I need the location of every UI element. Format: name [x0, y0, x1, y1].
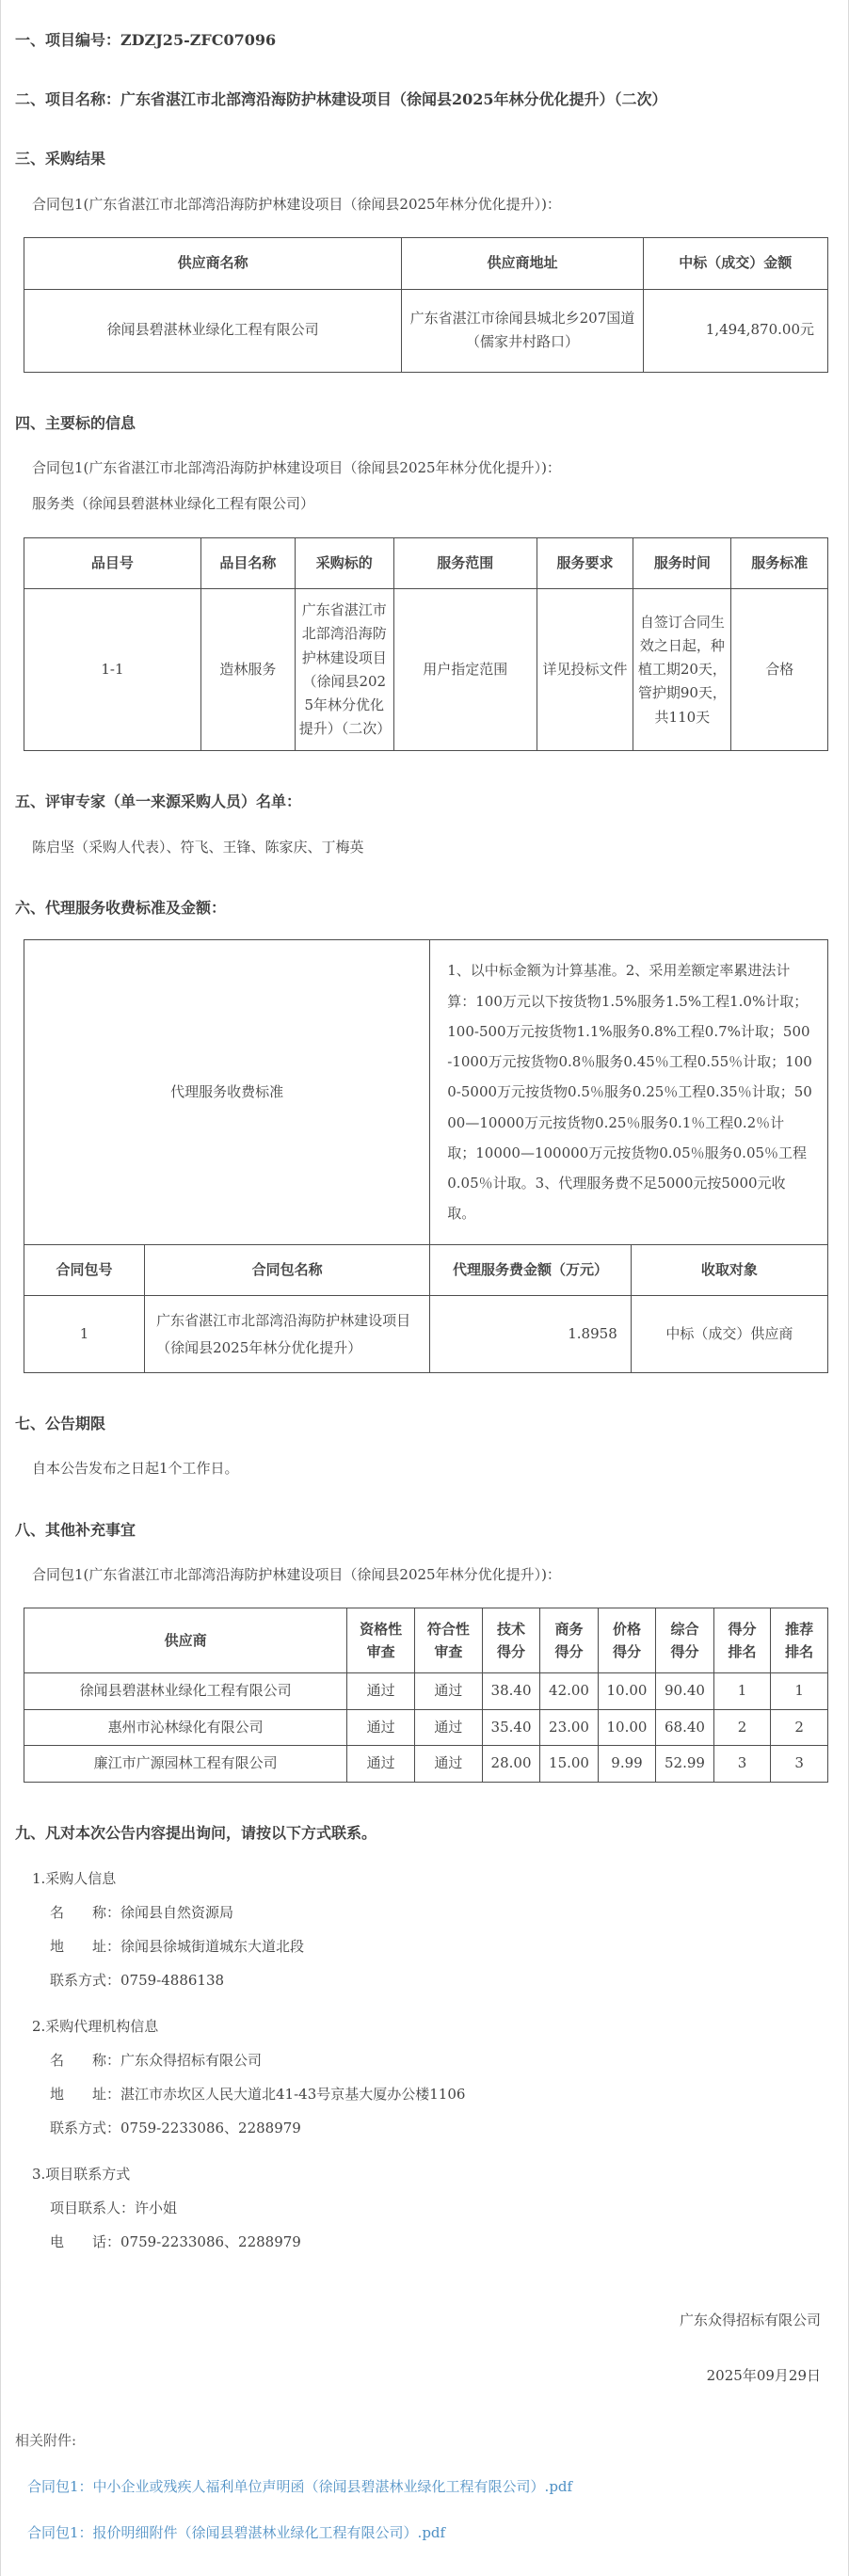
header-supplier-name: 供应商名称 — [24, 238, 402, 290]
agency-address: 地 址：湛江市赤坎区人民大道北41-43号京基大厦办公楼1106 — [50, 2086, 466, 2104]
header-procurement-subject: 采购标的 — [295, 537, 393, 589]
cell-fee-amount: 1.8958 — [430, 1296, 632, 1373]
cell-item-name: 造林服务 — [200, 589, 295, 751]
project-contact-heading: 3.项目联系方式 — [32, 2166, 131, 2184]
cell-qualification: 通过 — [347, 1673, 415, 1710]
table-row — [24, 289, 828, 372]
cell-score-rank: 1 — [713, 1673, 771, 1710]
cell-conformity: 通过 — [415, 1746, 483, 1783]
header-item-no: 品目号 — [24, 537, 201, 589]
table-row — [24, 1296, 828, 1373]
table-row — [24, 1709, 828, 1746]
table-header-row — [24, 1608, 828, 1673]
section3-procurement-result-heading: 三、采购结果 — [15, 150, 106, 168]
cell-fee-standard-label: 代理服务收费标准 — [24, 940, 430, 1244]
section4-category-line: 服务类（徐闻县碧湛林业绿化工程有限公司） — [32, 495, 315, 513]
header-item-name: 品目名称 — [200, 537, 295, 589]
cell-business-score: 15.00 — [540, 1746, 598, 1783]
cell-item-no: 1-1 — [24, 589, 201, 751]
cell-business-score: 42.00 — [540, 1673, 598, 1710]
project-contact-phone: 电 话：0759-2233086、2288979 — [50, 2233, 301, 2251]
section9-contact-heading: 九、凡对本次公告内容提出询问，请按以下方式联系。 — [15, 1823, 377, 1842]
cell-supplier-address: 广东省湛江市徐闻县城北乡207国道（儒家井村路口） — [402, 289, 643, 372]
attachments-label: 相关附件: — [15, 2432, 77, 2450]
cell-recommend-rank: 2 — [771, 1709, 828, 1746]
purchaser-name: 名 称：徐闻县自然资源局 — [50, 1904, 234, 1922]
cell-service-scope: 用户指定范围 — [393, 589, 537, 751]
header-conformity-review: 符合性 审查 — [415, 1608, 483, 1673]
cell-score-rank: 3 — [713, 1746, 771, 1783]
section3-package-line: 合同包1(广东省湛江市北部湾沿海防护林建设项目（徐闻县2025年林分优化提升）)： — [32, 195, 561, 213]
cell-package-name: 广东省湛江市北部湾沿海防护林建设项目（徐闻县2025年林分优化提升） — [145, 1296, 430, 1373]
section4-package-line: 合同包1(广东省湛江市北部湾沿海防护林建设项目（徐闻县2025年林分优化提升）)： — [32, 458, 561, 476]
header-total-score: 综合 得分 — [656, 1608, 713, 1673]
attachments-section — [15, 2430, 826, 2542]
cell-conformity: 通过 — [415, 1673, 483, 1710]
cell-supplier: 廉江市广源园林工程有限公司 — [24, 1746, 347, 1783]
cell-service-requirement: 详见投标文件 — [537, 589, 633, 751]
section5-experts-heading: 五、评审专家（单一来源采购人员）名单： — [15, 792, 302, 811]
cell-qualification: 通过 — [347, 1709, 415, 1746]
purchaser-address: 地 址：徐闻县徐城街道城东大道北段 — [50, 1938, 305, 1956]
header-fee-amount: 代理服务费金额（万元） — [430, 1244, 632, 1296]
cell-technical-score: 28.00 — [482, 1746, 539, 1783]
cell-package-no: 1 — [24, 1296, 145, 1373]
header-business-score: 商务 得分 — [540, 1608, 598, 1673]
cell-technical-score: 35.40 — [482, 1709, 539, 1746]
section8-supplement-heading: 八、其他补充事宜 — [15, 1520, 136, 1539]
cell-qualification: 通过 — [347, 1746, 415, 1783]
table-row — [24, 1673, 828, 1710]
header-service-standard: 服务标准 — [731, 537, 828, 589]
cell-fee-standard-text: 1、以中标金额为计算基准。2、采用差额定率累进法计算：100万元以下按货物1.5%服务1.5%工程1.0%计取；100-500万元按货物1.1%服务0.8%工程0.7%计取；500-1000万元按货物0.8％服务0.45％工程0.55％计取；1000-5000万元按货物0.5％服务0.25％工程0.35％计取；5000—10000万元按货物0.25％服务0.1％工程0.2％计取；10000—100000万元按货物0.05％服务0.05％工程0.05％计取。3、代理服务费不足5000元按5000元收取。 — [430, 940, 828, 1244]
section6-agency-fee-heading: 六、代理服务收费标准及金额： — [15, 899, 227, 918]
header-service-requirement: 服务要求 — [537, 537, 633, 589]
cell-service-standard: 合格 — [731, 589, 828, 751]
section7-announcement-period-heading: 七、公告期限 — [15, 1415, 106, 1432]
cell-supplier: 惠州市沁林绿化有限公司 — [24, 1709, 347, 1746]
table-header-row — [24, 537, 828, 589]
fee-standard-row — [24, 940, 828, 1244]
cell-award-amount: 1,494,870.00元 — [643, 289, 827, 372]
cell-business-score: 23.00 — [540, 1709, 598, 1746]
agency-contact: 联系方式：0759-2233086、2288979 — [50, 2120, 301, 2137]
procurement-result-table — [24, 237, 828, 373]
attachment-link-declaration-pdf[interactable]: 合同包1：中小企业或残疾人福利单位声明函（徐闻县碧湛林业绿化工程有限公司）.pdf — [27, 2478, 573, 2496]
agency-name: 名 称：广东众得招标有限公司 — [50, 2052, 263, 2070]
cell-service-time: 自签订合同生效之日起，种植工期20天，管护期90天，共110天 — [633, 589, 731, 751]
cell-recommend-rank: 3 — [771, 1746, 828, 1783]
cell-fee-payer: 中标（成交）供应商 — [631, 1296, 827, 1373]
cell-technical-score: 38.40 — [482, 1673, 539, 1710]
section1-project-number-heading: 一、项目编号：ZDZJ25-ZFC07096 — [15, 31, 277, 49]
section7-period-text: 自本公告发布之日起1个工作日。 — [32, 1460, 239, 1478]
cell-procurement-subject: 广东省湛江市北部湾沿海防护林建设项目（徐闻县2025年林分优化提升）（二次） — [295, 589, 393, 751]
main-subject-table — [24, 537, 828, 752]
section5-expert-names: 陈启坚（采购人代表）、符飞、王锋、陈家庆、丁梅英 — [32, 838, 364, 856]
table-header-row — [24, 238, 828, 290]
table-row — [24, 1746, 828, 1783]
cell-recommend-rank: 1 — [771, 1673, 828, 1710]
header-fee-payer: 收取对象 — [631, 1244, 827, 1296]
project-contact-person: 项目联系人：许小姐 — [50, 2200, 178, 2217]
section4-main-subject-heading: 四、主要标的信息 — [15, 413, 136, 432]
agency-fee-table — [24, 939, 828, 1373]
cell-total-score: 52.99 — [656, 1746, 713, 1783]
cell-total-score: 90.40 — [656, 1673, 713, 1710]
table-row — [24, 589, 828, 751]
cell-conformity: 通过 — [415, 1709, 483, 1746]
header-recommend-rank: 推荐 排名 — [771, 1608, 828, 1673]
agency-info-heading: 2.采购代理机构信息 — [32, 2018, 159, 2036]
attachment-link-quotation-pdf[interactable]: 合同包1：报价明细附件（徐闻县碧湛林业绿化工程有限公司）.pdf — [27, 2524, 446, 2542]
header-technical-score: 技术 得分 — [482, 1608, 539, 1673]
cell-score-rank: 2 — [713, 1709, 771, 1746]
purchaser-contact: 联系方式：0759-4886138 — [50, 1972, 225, 1990]
section8-package-line: 合同包1(广东省湛江市北部湾沿海防护林建设项目（徐闻县2025年林分优化提升）)： — [32, 1565, 561, 1583]
header-supplier: 供应商 — [24, 1608, 347, 1673]
header-package-no: 合同包号 — [24, 1244, 145, 1296]
signature-date: 2025年09月29日 — [706, 2367, 821, 2385]
table-header-row — [24, 1244, 828, 1296]
cell-price-score: 9.99 — [598, 1746, 655, 1783]
header-service-time: 服务时间 — [633, 537, 731, 589]
header-supplier-address: 供应商地址 — [402, 238, 643, 290]
header-score-rank: 得分 排名 — [713, 1608, 771, 1673]
purchaser-info-heading: 1.采购人信息 — [32, 1870, 117, 1888]
section2-project-name-heading: 二、项目名称：广东省湛江市北部湾沿海防护林建设项目（徐闻县2025年林分优化提升）（二次） — [15, 90, 667, 109]
signature-company: 广东众得招标有限公司 — [679, 2312, 821, 2329]
header-qualification-review: 资格性 审查 — [347, 1608, 415, 1673]
evaluation-score-table — [24, 1608, 828, 1783]
cell-price-score: 10.00 — [598, 1709, 655, 1746]
cell-supplier-name: 徐闻县碧湛林业绿化工程有限公司 — [24, 289, 402, 372]
header-price-score: 价格 得分 — [598, 1608, 655, 1673]
cell-supplier: 徐闻县碧湛林业绿化工程有限公司 — [24, 1673, 347, 1710]
cell-price-score: 10.00 — [598, 1673, 655, 1710]
header-service-scope: 服务范围 — [393, 537, 537, 589]
cell-total-score: 68.40 — [656, 1709, 713, 1746]
header-package-name: 合同包名称 — [145, 1244, 430, 1296]
header-award-amount: 中标（成交）金额 — [643, 238, 827, 290]
